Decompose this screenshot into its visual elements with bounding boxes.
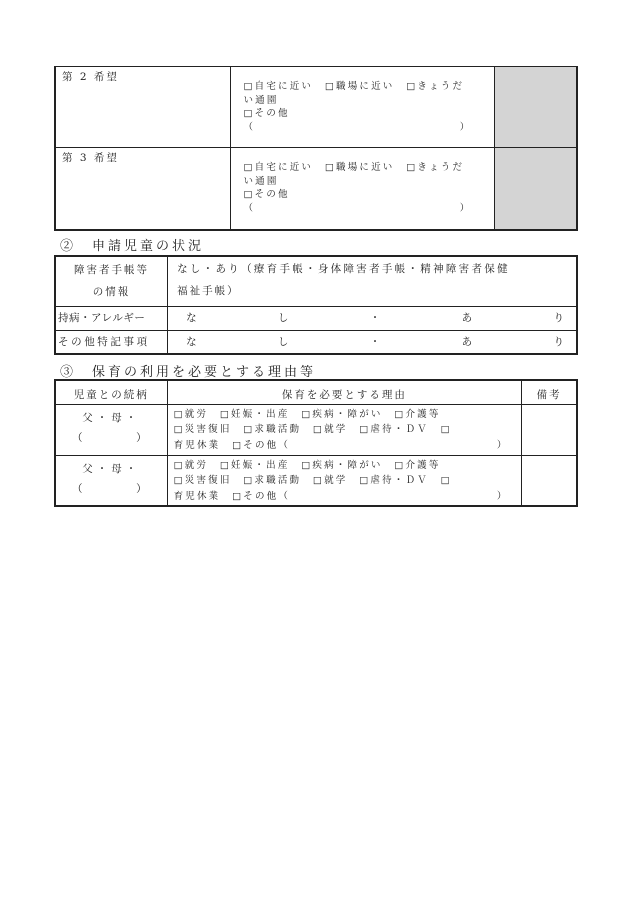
section2-heading: ② 申請児童の状況 bbox=[60, 239, 205, 254]
disability-value-line2: 福祉手帳） bbox=[177, 285, 240, 297]
preference-reason-other: （ ） bbox=[243, 121, 472, 133]
preference-reason-line1: □自宅に近い □職場に近い □きょうだ bbox=[243, 162, 465, 173]
child-status-table bbox=[54, 255, 578, 355]
notes-cell bbox=[522, 455, 577, 506]
preference-reason-line2: い通園 bbox=[243, 94, 279, 106]
care-reason-row bbox=[55, 455, 577, 506]
preference-reason-other: （ ） bbox=[243, 202, 472, 214]
reason-line3: 育児休業 □その他（ ） bbox=[173, 439, 509, 451]
preference-label: 第 3 希望 bbox=[62, 152, 119, 164]
disability-row bbox=[55, 256, 577, 306]
allergy-row bbox=[55, 306, 577, 330]
relation-line2: （ ） bbox=[72, 431, 149, 444]
care-reason-table bbox=[54, 379, 578, 507]
col-relation-header: 児童との続柄 bbox=[73, 388, 149, 401]
preference-label: 第 2 希望 bbox=[62, 71, 119, 83]
preference-reason-line1: □自宅に近い □職場に近い □きょうだ bbox=[243, 81, 465, 92]
care-reason-header bbox=[55, 380, 577, 404]
reason-line2: □災害復旧 □求職活動 □就学 □虐待・ＤＶ □ bbox=[173, 424, 452, 435]
special-notes-row bbox=[55, 330, 577, 354]
reason-line1: □就労 □妊娠・出産 □疾病・障がい □介護等 bbox=[173, 459, 441, 471]
preference-row-3 bbox=[55, 148, 577, 230]
reason-line3: 育児休業 □その他（ ） bbox=[173, 490, 509, 502]
reason-line1: □就労 □妊娠・出産 □疾病・障がい □介護等 bbox=[173, 408, 441, 420]
special-notes-label: その他特記事項 bbox=[58, 335, 150, 348]
reason-line2: □災害復旧 □求職活動 □就学 □虐待・ＤＶ □ bbox=[173, 475, 452, 486]
special-notes-choice: な し ・ あ り bbox=[186, 335, 566, 348]
preference-row-2 bbox=[55, 67, 577, 148]
preference-table bbox=[54, 66, 578, 231]
col-reason-header: 保育を必要とする理由 bbox=[281, 388, 407, 401]
col-notes-header: 備考 bbox=[536, 388, 562, 401]
preference-reason-line2: い通園 bbox=[243, 175, 279, 187]
disability-value-line1: なし・あり（療育手帳・身体障害者手帳・精神障害者保健 bbox=[177, 263, 510, 275]
relation-line1: 父・母・ bbox=[82, 462, 141, 475]
preference-reason-line3: □その他 bbox=[243, 189, 290, 200]
notes-cell bbox=[522, 404, 577, 455]
allergy-choice: な し ・ あ り bbox=[186, 312, 566, 324]
allergy-label: 持病・アレルギー bbox=[58, 312, 146, 324]
section3-heading: ③ 保育の利用を必要とする理由等 bbox=[60, 365, 317, 380]
preference-reason-line3: □その他 bbox=[243, 108, 290, 119]
disability-label-line2: の情報 bbox=[92, 286, 131, 299]
relation-line1: 父・母・ bbox=[82, 411, 141, 424]
care-reason-row bbox=[55, 404, 577, 455]
relation-line2: （ ） bbox=[72, 482, 149, 495]
disability-label-line1: 障害者手帳等 bbox=[74, 264, 150, 277]
preference-shaded-cell bbox=[495, 148, 577, 230]
preference-shaded-cell bbox=[495, 67, 577, 148]
